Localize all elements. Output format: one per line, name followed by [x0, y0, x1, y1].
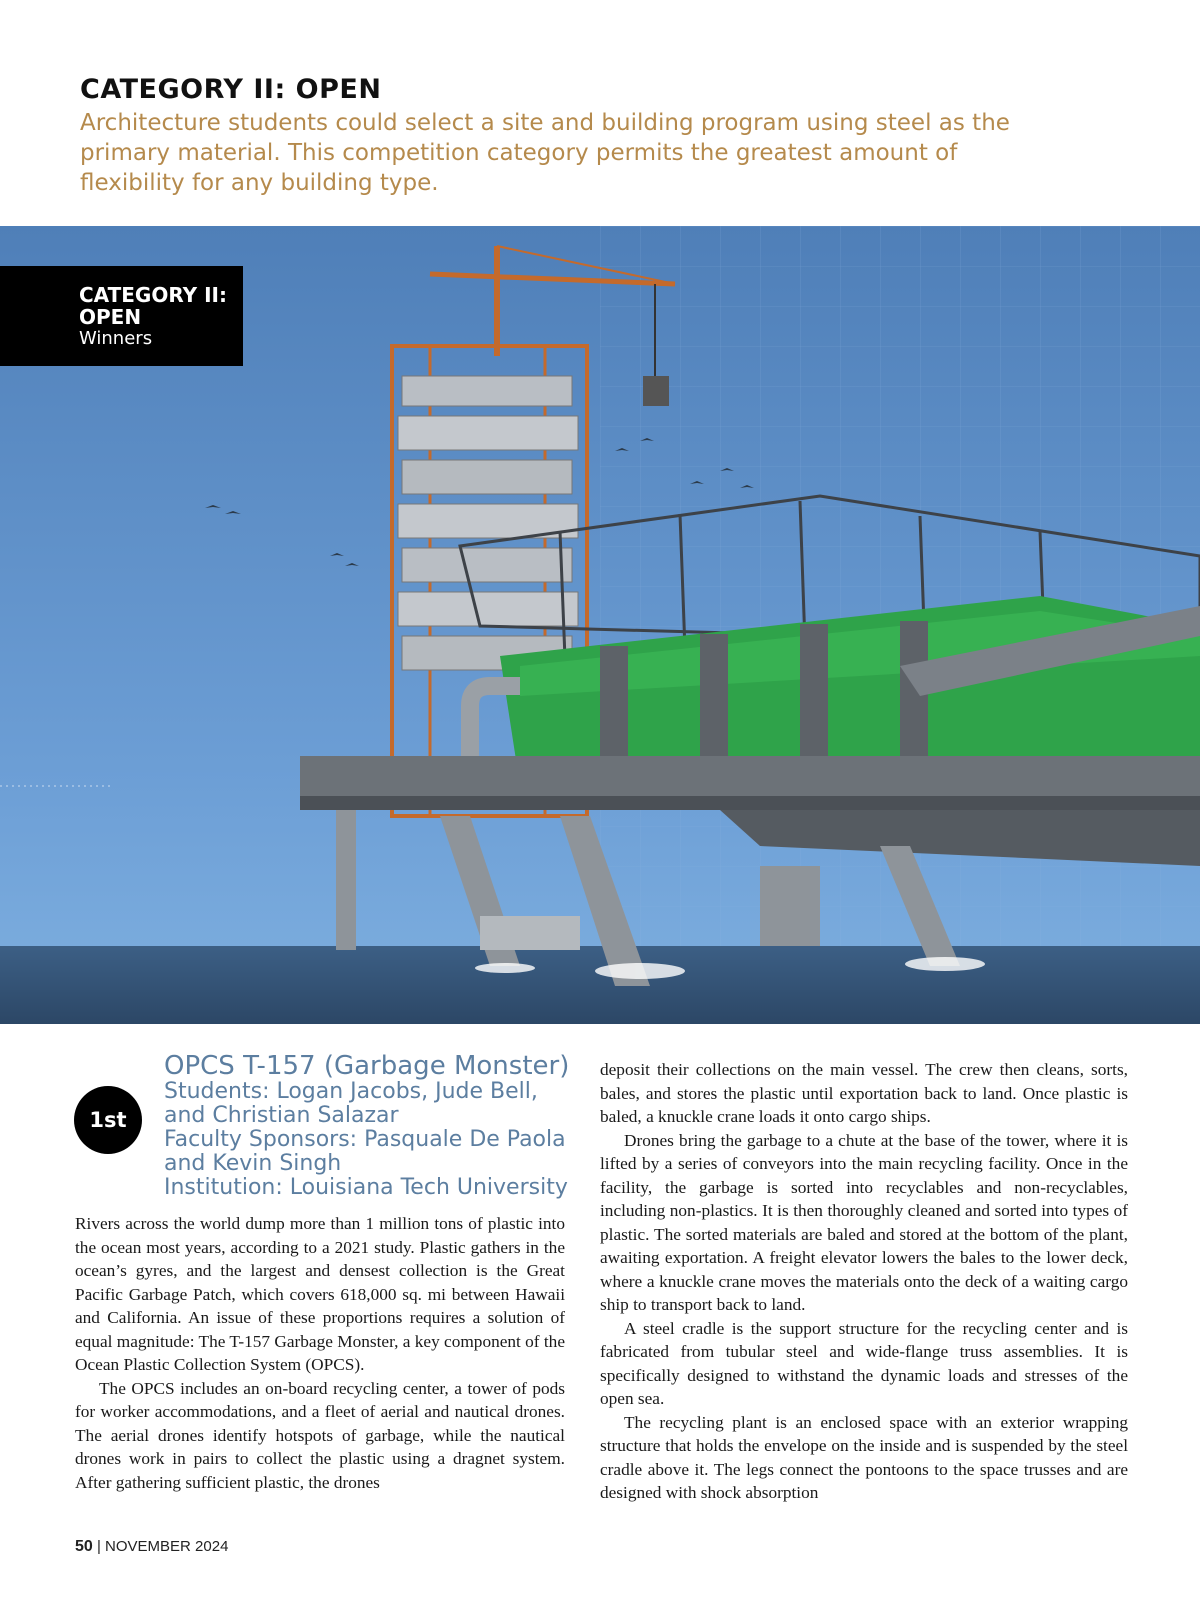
page-heading: CATEGORY II: OPEN: [80, 74, 382, 105]
body-paragraph: Drones bring the garbage to a chute at the base of the tower, where it is lifted by a series of conveyors into the main recycling facility. Once in the facility, the garbage is sorted into recyclables and non-recyclables, including non-plastics. It is then thoroughly cleaned and sorted into types of plastic. The sorted materials are baled and stored at the bottom of the plant, awaiting exportation. A freight elevator lowers the bales to the lower deck, where a knuckle crane moves the materials onto the deck of a waiting cargo ship to transport back to land.: [600, 1130, 1128, 1314]
page-footer: [75, 1538, 228, 1556]
project-title: OPCS T-157 (Garbage Monster): [164, 1051, 570, 1081]
sponsors-line-1: Faculty Sponsors: Pasquale De Paola: [164, 1127, 566, 1152]
body-paragraph: The recycling plant is an enclosed space with an exterior wrapping structure that holds the envelope on the inside and is suspended by the steel cradle above it. The legs connect the pontoons to the space trusses and are designed with shock absorption: [600, 1412, 1128, 1502]
category-label-box: [0, 266, 243, 366]
body-paragraph: deposit their collections on the main vessel. The crew then cleans, sorts, bales, and stores the plastic until exportation back to land. Once plastic is baled, a knuckle crane loads it onto cargo ships.: [600, 1060, 1128, 1126]
body-paragraph: Rivers across the world dump more than 1 million tons of plastic into the ocean most years, according to a 2021 study. Plastic gathers in the ocean’s gyres, and the largest and densest collection is the Great Pacific Garbage Patch, which covers 618,000 sq. mi between Hawaii and California. An issue of these proportions requires a solution of equal magnitude: The T-157 Garbage Monster, a key component of the Ocean Plastic Collection System (OPCS).: [75, 1214, 565, 1374]
students-line-2: and Christian Salazar: [164, 1103, 399, 1128]
entry-credits: [164, 1052, 584, 1200]
page-number: 50: [75, 1538, 93, 1555]
place-badge: 1st: [74, 1086, 142, 1154]
category-label-line2: OPEN: [79, 305, 142, 329]
article-column-left: [75, 1212, 565, 1494]
issue-date: NOVEMBER 2024: [105, 1538, 229, 1555]
sponsors-line-2: and Kevin Singh: [164, 1151, 342, 1176]
page-subheading: Architecture students could select a site and building program using steel as the primary material. This competition category permits the greatest amount of flexibility for any building type.: [80, 110, 1010, 196]
category-label-line3: Winners: [79, 328, 153, 349]
article-column-right: [600, 1058, 1128, 1505]
body-paragraph: A steel cradle is the support structure for the recycling center and is fabricated from tubular steel and wide-flange truss assemblies. It is specifically designed to withstand the dynamic loads and stresses of the open sea.: [600, 1318, 1128, 1408]
category-label-line1: CATEGORY II:: [79, 283, 227, 307]
students-line-1: Students: Logan Jacobs, Jude Bell,: [164, 1079, 538, 1104]
institution-line: Institution: Louisiana Tech University: [164, 1175, 568, 1200]
footer-separator: |: [96, 1538, 101, 1555]
body-paragraph: The OPCS includes an on-board recycling center, a tower of pods for worker accommodations, and a fleet of aerial and nautical drones. The aerial drones identify hotspots of garbage, while the nautical drones work in pairs to collect the plastic using a dragnet system. After gathering sufficient plastic, the drones: [75, 1378, 565, 1492]
